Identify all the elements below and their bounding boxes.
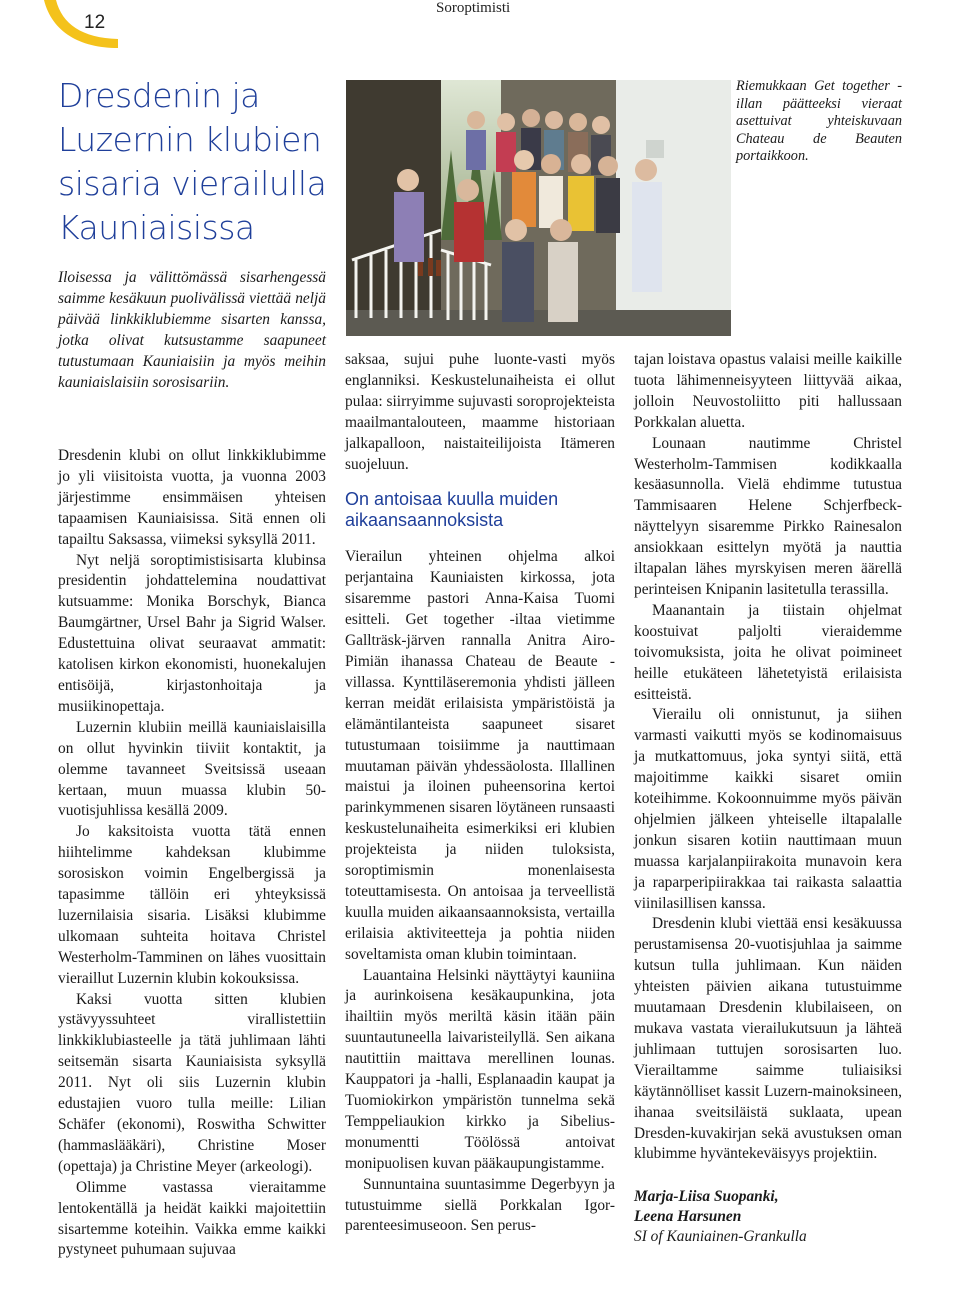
- article-intro: Iloisessa ja välittömässä sisarhengessä saimme kesäkuun puolivälissä viettää neljä päivää linkkiklubiemme sisarten kanssa, jotka olivat kutsustamme saapuneet tutustumaan Kauniaisiin ja myös meihin kauniaislaisiin sorosisariin.: [58, 269, 326, 391]
- paragraph: Olimme vastassa vieraitamme lentokentällä ja heidät kaikki majoitettiin sisartemme koteihin. Vaikka emme kaikki pystyneet puhumaan sujuvaa: [58, 1178, 326, 1259]
- group-photo: [346, 80, 731, 336]
- page-number: 12: [84, 12, 106, 33]
- title-line: Luzernin klubien: [58, 120, 322, 159]
- publication-name: Soroptimisti: [436, 0, 511, 16]
- paragraph: Dresdenin klubi viettää ensi kesäkuussa perustamisensa 20-vuotisjuhlaa ja saimme kutsun tulla juhlimaan. Kun näiden yhteisten päivien aikana tutustuimme muutamaan Dresdenin klubilaiseen, on mukava vastata vierailukutsuun ja lähteä juhlimaan tuttujen sorosisarten luo. Vierailtamme saimme tuliaisiksi käytännölliset kassit Luzern-mainoksineen, ihanaa sveitsiläistä suklaata, upean Dresden-kuvakirjan sekä avustuksen oman klubimme hyväntekeväisyys projektiin.: [634, 915, 902, 1163]
- subheading: On antoisaa kuulla muiden aikaansaannoksista: [345, 489, 559, 531]
- paragraph: Jo kaksitoista vuotta tätä ennen hiihtelimme kahdeksan klubimme sorosiskon voimin Engelbergissä ja tapasimme tällöin eri yhteyksissä luzernilaisia sisaria. Lisäksi klubimme ulkomaan suhteita hoitava Christel Westerholm-Tamminen on lähes vuosittain vieraillut Luzernin klubin kokouksissa.: [58, 823, 326, 987]
- title-line: Kauniaisissa: [58, 208, 255, 247]
- author-name: Leena Harsunen: [634, 1208, 742, 1226]
- title-line: Dresdenin ja: [58, 76, 260, 115]
- author-signature: [634, 1187, 902, 1247]
- article-title: [58, 74, 358, 250]
- body-column-3: [634, 350, 902, 1247]
- paragraph: Vierailun yhteinen ohjelma alkoi perjantaina Kauniaisten kirkossa, jota sisaremme pastori Anna-Kaisa Tuomi esitteli. Get together -iltaa vietimme Gallträsk-järven rannalla Anitra Airo-Pimiän ihanassa Chateau de Beaute -villassa. Kynttiläseremonia yhdisti jälleen kerran meidät erilaisista ympäristöistä ja elämäntilanteista saapuneet sisaret tutustumaan toisiimme ja nauttimaan muutaman päivän yhdessäolosta. Illallinen maistui ja iloinen puheensorina kertoi parinkymmenen sisaren löytäneen runsaasti keskustelunaiheita esimerkiksi eri klubien projekteista ja niiden tuloksista, soroptimismin monenlaisesta toteuttamisesta. On antoisaa ja terveellistä kuulla muiden aikaansaannoksista, vertailla erilaisia aktiviteetteja ja pohtia niiden soveltamista oman klubin toimintaan.: [345, 548, 615, 963]
- photo-caption: Riemukkaan Get together -illan päätteeksi vieraat asettuivat yhteiskuvaan Chateau de Beauten portaikkoon.: [736, 78, 902, 165]
- paragraph: Vierailu oli onnistunut, ja siihen varmasti vaikutti myös se kodinomaisuus ja mutkattomuus, joka syntyi siitä, että majoitimme kaikki sisaret omiin koteihimme. Kokoonnuimme myös päivän ohjelmien jälkeen yhteiselle iltapalalle jonkun sisaren kotiin nauttimaan muun muassa karjalanpiirakoita munavoin kera ja raparperipiirakkaa tai raikasta salaattia viinilasillisen kanssa.: [634, 706, 902, 912]
- paragraph: tajan loistava opastus valaisi meille kaikille tuota lähimenneisyyteen liittyvää aikaa, jolloin Neuvostoliitto piti hallussaan Porkkalan aluetta.: [634, 351, 902, 431]
- paragraph: Luzernin klubiin meillä kauniaislaisilla on ollut hyvinkin tiiviit kontaktit, ja olemme tavanneet Sveitsissä useaan kertaan, muun muassa klubin 50-vuotisjuhlissa kesällä 2009.: [58, 718, 326, 820]
- author-name: Marja-Liisa Suopanki,: [634, 1188, 779, 1206]
- title-line: sisaria vierailulla: [58, 164, 327, 203]
- author-organization: SI of Kauniainen-Grankulla: [634, 1228, 807, 1246]
- body-column-2: [345, 350, 615, 1237]
- body-column-1: [58, 446, 326, 1261]
- paragraph: Lauantaina Helsinki näyttäytyi kauniina ja aurinkoisena kesäkaupunkina, jota ihailtiin myös meriltä käsin itään päin suuntautuneella laivaristeilyllä. Sen aikana nautittiin maittava merellinen lounas. Kauppatori ja -halli, Esplanaadin kaupat ja Tuomiokirkon ympäristön tunnelma sekä Temppeliaukion kirkko ja Sibelius-monumentti Töölössä antoivat monipuolisen kuvan pääkaupungistamme.: [345, 966, 615, 1172]
- paragraph: Nyt neljä soroptimistisisarta klubinsa presidentin johdattelemina noudattivat kutsuamme: Monika Borschyk, Bianca Baumgärtner, Ursel Bahr ja Sigrid Walser. Edustettuina olivat seuraavat ammatit: katolisen kirkon ekonomisti, huonekalujen entisöijä, kirjastonhoitaja ja musiikinopettaja.: [58, 551, 326, 715]
- paragraph: saksaa, sujui puhe luonte-vasti myös englanniksi. Keskustelunaiheista ei ollut pulaa: siirryimme sujuvasti soroprojekteista maailmantalouteen, maamme historiaan jalkapalloon, naistaiteilijoista Itämeren suojeluun.: [345, 351, 615, 473]
- paragraph: Maanantain ja tiistain ohjelmat koostuivat paljolti vieraidemme toivomuksista, joita he olivat poimineet heille etukäteen lähetetyistä erilaisista esitteistä.: [634, 601, 902, 703]
- paragraph: Kaksi vuotta sitten klubien ystävyyssuhteet virallistettiin linkkiklubiasteelle ja tätä juhlimaan lähti seitsemän sisarta Kauniaisista syksyllä 2011. Nyt oli siis Luzernin klubin edustajien vuoro tulla meille: Lilian Schäfer (ekonomi), Roswitha Schwitter (hammaslääkäri), Christine Moser (opettaja) ja Christine Meyer (arkeologi).: [58, 990, 326, 1175]
- paragraph: Dresdenin klubi on ollut linkkiklubimme jo yli viisitoista vuotta, ja vuonna 2003 järjestimme ensimmäisen yhteisen tapaamisen Kauniaisissa. Sitä ennen oli tapailtu Saksassa, viimeksi syksyllä 2011.: [58, 447, 326, 548]
- paragraph: Sunnuntaina suuntasimme Degerbyyn ja tutustuimme siellä Porkkalan Igor- parenteesimuseoon. Sen perus-: [345, 1175, 615, 1235]
- paragraph: Lounaan nautimme Christel Westerholm-Tammisen kodikkaalla kesäasunnolla. Vielä ehdimme tutustua Tammisaaren Helene Schjerfbeck-näyttelyyn sisaremme Pirkko Rainesalon ansiokkaan esittelyn myötä ja nauttia iltapalan lähes myrskyisen meren äärellä perinteisen Knipanin lasitetulla terassilla.: [634, 434, 902, 598]
